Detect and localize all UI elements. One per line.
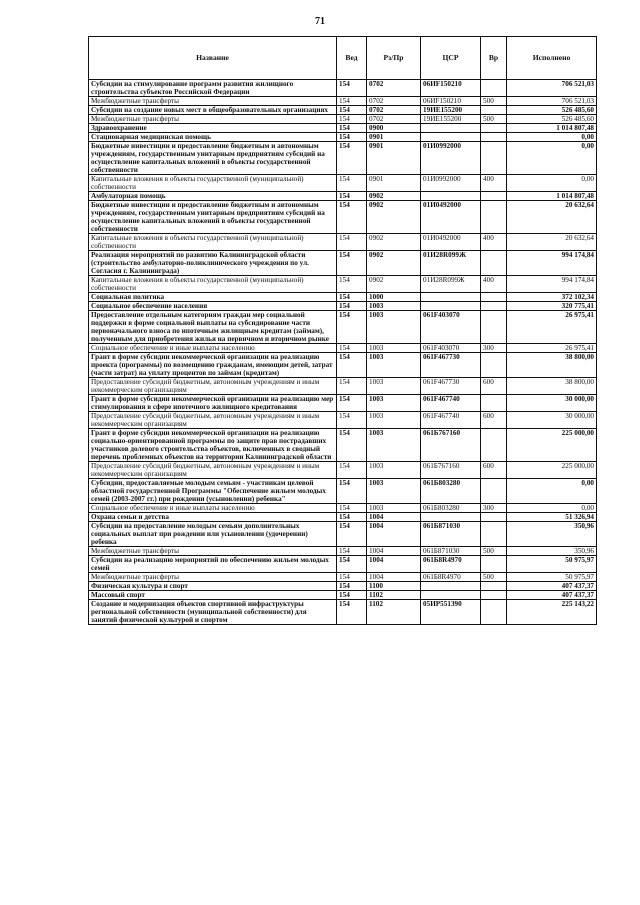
row-sum: 994 174,84 xyxy=(507,276,597,293)
row-vr xyxy=(481,600,507,625)
row-rzpr: 1102 xyxy=(367,600,421,625)
row-vr xyxy=(481,429,507,462)
row-ved: 154 xyxy=(337,582,367,591)
row-csr: 061Б803280 xyxy=(421,504,481,513)
row-ved: 154 xyxy=(337,106,367,115)
row-rzpr: 0702 xyxy=(367,97,421,106)
row-csr: 01И0992000 xyxy=(421,142,481,175)
row-sum: 350,96 xyxy=(507,547,597,556)
row-rzpr: 1003 xyxy=(367,395,421,412)
table-row xyxy=(89,522,597,547)
row-ved: 154 xyxy=(337,124,367,133)
row-rzpr: 1102 xyxy=(367,591,421,600)
row-csr: 061F467730 xyxy=(421,353,481,378)
row-vr xyxy=(481,192,507,201)
row-rzpr: 1004 xyxy=(367,556,421,573)
header-name: Название xyxy=(89,37,337,80)
row-sum: 225 143,22 xyxy=(507,600,597,625)
row-name: Здравоохранение xyxy=(89,124,337,133)
row-rzpr: 0902 xyxy=(367,251,421,276)
row-rzpr: 0901 xyxy=(367,142,421,175)
row-vr: 500 xyxy=(481,115,507,124)
row-name: Субсидии, предоставляемые молодым семьям - участникам целевой областной государственной Программы "Обеспечение жильем молодых семей (2003-2007 гг.) при рождении (усыновлении) ребенка" xyxy=(89,479,337,504)
row-name: Предоставление субсидий бюджетным, автономным учреждениям и иным некоммерческим организациям xyxy=(89,462,337,479)
row-ved: 154 xyxy=(337,591,367,600)
row-csr: 061F467740 xyxy=(421,412,481,429)
row-sum: 0,00 xyxy=(507,479,597,504)
row-sum: 20 632,64 xyxy=(507,234,597,251)
row-sum: 26 975,41 xyxy=(507,311,597,344)
row-rzpr: 1003 xyxy=(367,378,421,395)
header-rzpr: Рз/Пр xyxy=(367,37,421,80)
row-ved: 154 xyxy=(337,429,367,462)
table-row xyxy=(89,80,597,97)
row-ved: 154 xyxy=(337,556,367,573)
row-name: Грант в форме субсидии некоммерческой организации на реализацию социально-ориентированной программы по защите прав пострадавших участников долевого строительства объектов, включенных в сводный перечень проблемных объектов на территории Калининградской области xyxy=(89,429,337,462)
row-csr xyxy=(421,302,481,311)
table-row xyxy=(89,582,597,591)
row-sum: 0,00 xyxy=(507,504,597,513)
table-row xyxy=(89,124,597,133)
row-csr: 061Б803280 xyxy=(421,479,481,504)
row-rzpr: 0902 xyxy=(367,192,421,201)
row-name: Межбюджетные трансферты xyxy=(89,115,337,124)
row-sum: 526 485,60 xyxy=(507,106,597,115)
row-sum: 407 437,37 xyxy=(507,591,597,600)
row-rzpr: 0702 xyxy=(367,106,421,115)
row-rzpr: 0702 xyxy=(367,80,421,97)
row-sum: 1 014 807,48 xyxy=(507,192,597,201)
row-ved: 154 xyxy=(337,378,367,395)
row-rzpr: 0902 xyxy=(367,234,421,251)
row-name: Предоставление субсидий бюджетным, автономным учреждениям и иным некоммерческим организациям xyxy=(89,378,337,395)
row-vr xyxy=(481,353,507,378)
row-ved: 154 xyxy=(337,462,367,479)
table-row xyxy=(89,591,597,600)
row-ved: 154 xyxy=(337,234,367,251)
row-rzpr: 0702 xyxy=(367,115,421,124)
table-row xyxy=(89,192,597,201)
row-ved: 154 xyxy=(337,302,367,311)
row-sum: 38 800,00 xyxy=(507,353,597,378)
table-row xyxy=(89,302,597,311)
row-rzpr: 1003 xyxy=(367,462,421,479)
row-ved: 154 xyxy=(337,311,367,344)
row-sum: 0,00 xyxy=(507,133,597,142)
row-rzpr: 1003 xyxy=(367,344,421,353)
row-name: Создание и модернизация объектов спортивной инфраструктуры региональной собственности (муниципальной собственности) для занятий физической культурой и спортом xyxy=(89,600,337,625)
row-ved: 154 xyxy=(337,115,367,124)
row-ved: 154 xyxy=(337,133,367,142)
row-vr xyxy=(481,251,507,276)
row-vr xyxy=(481,124,507,133)
row-rzpr: 0901 xyxy=(367,133,421,142)
row-csr: 061F403070 xyxy=(421,344,481,353)
row-ved: 154 xyxy=(337,293,367,302)
row-ved: 154 xyxy=(337,522,367,547)
row-csr: 061F467740 xyxy=(421,395,481,412)
row-csr: 061Б8R4970 xyxy=(421,556,481,573)
row-csr: 06ИF150210 xyxy=(421,80,481,97)
row-ved: 154 xyxy=(337,344,367,353)
row-ved: 154 xyxy=(337,201,367,234)
row-csr: 061Б871030 xyxy=(421,547,481,556)
row-vr xyxy=(481,80,507,97)
table-row xyxy=(89,234,597,251)
row-sum: 0,00 xyxy=(507,175,597,192)
table-row xyxy=(89,462,597,479)
budget-table xyxy=(88,36,597,625)
row-sum: 225 000,00 xyxy=(507,462,597,479)
row-csr: 01И28R099Ж xyxy=(421,276,481,293)
row-sum: 50 975,97 xyxy=(507,573,597,582)
row-name: Капитальные вложения в объекты государственной (муниципальной) собственности xyxy=(89,276,337,293)
row-sum: 0,00 xyxy=(507,142,597,175)
row-name: Межбюджетные трансферты xyxy=(89,97,337,106)
row-rzpr: 1003 xyxy=(367,353,421,378)
row-sum: 526 485,60 xyxy=(507,115,597,124)
row-name: Социальное обеспечение населения xyxy=(89,302,337,311)
row-ved: 154 xyxy=(337,97,367,106)
table-row xyxy=(89,276,597,293)
table-row xyxy=(89,97,597,106)
row-vr xyxy=(481,106,507,115)
row-rzpr: 1003 xyxy=(367,429,421,462)
table-body xyxy=(89,80,597,625)
table-row xyxy=(89,353,597,378)
row-ved: 154 xyxy=(337,479,367,504)
row-name: Социальное обеспечение и иные выплаты населению xyxy=(89,344,337,353)
table-row xyxy=(89,344,597,353)
row-name: Социальное обеспечение и иные выплаты населению xyxy=(89,504,337,513)
table-row xyxy=(89,600,597,625)
row-ved: 154 xyxy=(337,412,367,429)
row-csr: 061Б8R4970 xyxy=(421,573,481,582)
row-name: Субсидии на реализацию мероприятий по обеспечению жильем молодых семей xyxy=(89,556,337,573)
row-csr: 06ИF150210 xyxy=(421,97,481,106)
row-csr: 061Б767160 xyxy=(421,462,481,479)
row-sum: 372 102,34 xyxy=(507,293,597,302)
table-row xyxy=(89,429,597,462)
table-row xyxy=(89,133,597,142)
row-name: Субсидии на предоставление молодым семьям дополнительных социальных выплат при рождении или усыновлении (удочерении) ребенка xyxy=(89,522,337,547)
row-vr xyxy=(481,591,507,600)
row-vr: 600 xyxy=(481,462,507,479)
table-row xyxy=(89,175,597,192)
row-csr: 01И0492000 xyxy=(421,201,481,234)
row-vr: 400 xyxy=(481,276,507,293)
table-row xyxy=(89,504,597,513)
table-header-row xyxy=(89,37,597,80)
row-ved: 154 xyxy=(337,276,367,293)
row-csr: 01И0992000 xyxy=(421,175,481,192)
row-name: Субсидии на создание новых мест в общеобразовательных организациях xyxy=(89,106,337,115)
row-csr: 19ИЕ155200 xyxy=(421,106,481,115)
row-name: Бюджетные инвестиции и предоставление бюджетным и автономным учреждениям, государственным унитарным предприятиям субсидий на осуществление капитальных вложений в объекты государственной собственности xyxy=(89,201,337,234)
row-sum: 30 000,00 xyxy=(507,412,597,429)
row-name: Предоставление отдельным категориям граждан мер социальной поддержки в форме социальной выплаты на субсидирование части первоначального взноса по ипотечным жилищным кредитам (займам), полученным для приобретения жилья на первичном и вторичном рынке xyxy=(89,311,337,344)
row-rzpr: 0902 xyxy=(367,201,421,234)
row-rzpr: 1003 xyxy=(367,412,421,429)
row-csr: 061F467730 xyxy=(421,378,481,395)
row-name: Физическая культура и спорт xyxy=(89,582,337,591)
row-sum: 30 000,00 xyxy=(507,395,597,412)
row-vr: 600 xyxy=(481,378,507,395)
table-row xyxy=(89,106,597,115)
row-csr xyxy=(421,513,481,522)
row-vr: 400 xyxy=(481,234,507,251)
row-ved: 154 xyxy=(337,192,367,201)
row-ved: 154 xyxy=(337,395,367,412)
table-row xyxy=(89,547,597,556)
row-rzpr: 1004 xyxy=(367,513,421,522)
row-vr xyxy=(481,293,507,302)
row-sum: 225 000,00 xyxy=(507,429,597,462)
row-ved: 154 xyxy=(337,513,367,522)
row-rzpr: 0901 xyxy=(367,175,421,192)
row-rzpr: 1003 xyxy=(367,302,421,311)
row-sum: 350,96 xyxy=(507,522,597,547)
row-rzpr: 1100 xyxy=(367,582,421,591)
row-vr: 600 xyxy=(481,412,507,429)
table-row xyxy=(89,251,597,276)
row-name: Бюджетные инвестиции и предоставление бюджетным и автономным учреждениям, государственным унитарным предприятиям субсидий на осуществление капитальных вложений в объекты государственной собственности xyxy=(89,142,337,175)
row-csr: 01И0492000 xyxy=(421,234,481,251)
row-csr xyxy=(421,192,481,201)
row-ved: 154 xyxy=(337,547,367,556)
row-csr xyxy=(421,133,481,142)
row-ved: 154 xyxy=(337,573,367,582)
row-name: Предоставление субсидий бюджетным, автономным учреждениям и иным некоммерческим организациям xyxy=(89,412,337,429)
row-vr: 400 xyxy=(481,175,507,192)
row-ved: 154 xyxy=(337,600,367,625)
row-ved: 154 xyxy=(337,175,367,192)
row-sum: 26 975,41 xyxy=(507,344,597,353)
header-ved: Вед xyxy=(337,37,367,80)
row-csr: 05ИP551390 xyxy=(421,600,481,625)
row-vr xyxy=(481,201,507,234)
row-name: Социальная политика xyxy=(89,293,337,302)
row-rzpr: 1000 xyxy=(367,293,421,302)
row-sum: 407 437,37 xyxy=(507,582,597,591)
row-sum: 994 174,84 xyxy=(507,251,597,276)
row-csr xyxy=(421,582,481,591)
row-ved: 154 xyxy=(337,142,367,175)
row-csr: 19ИЕ155200 xyxy=(421,115,481,124)
table-row xyxy=(89,142,597,175)
row-vr xyxy=(481,133,507,142)
row-sum: 38 800,00 xyxy=(507,378,597,395)
header-csr: ЦСР xyxy=(421,37,481,80)
page-number: 71 xyxy=(315,16,325,27)
row-name: Капитальные вложения в объекты государственной (муниципальной) собственности xyxy=(89,234,337,251)
row-csr: 01И28R099Ж xyxy=(421,251,481,276)
header-sum: Исполнено xyxy=(507,37,597,80)
table-row xyxy=(89,115,597,124)
row-vr xyxy=(481,479,507,504)
row-vr: 500 xyxy=(481,573,507,582)
row-name: Охрана семьи и детства xyxy=(89,513,337,522)
row-ved: 154 xyxy=(337,80,367,97)
row-vr xyxy=(481,582,507,591)
row-csr xyxy=(421,124,481,133)
row-name: Амбулаторная помощь xyxy=(89,192,337,201)
table-row xyxy=(89,479,597,504)
row-vr xyxy=(481,142,507,175)
row-sum: 320 775,41 xyxy=(507,302,597,311)
row-rzpr: 0900 xyxy=(367,124,421,133)
row-rzpr: 0902 xyxy=(367,276,421,293)
row-csr: 061Б871030 xyxy=(421,522,481,547)
row-vr: 500 xyxy=(481,97,507,106)
row-rzpr: 1003 xyxy=(367,479,421,504)
row-ved: 154 xyxy=(337,353,367,378)
table-row xyxy=(89,293,597,302)
row-name: Стационарная медицинская помощь xyxy=(89,133,337,142)
row-vr: 300 xyxy=(481,504,507,513)
row-sum: 51 326,94 xyxy=(507,513,597,522)
row-csr xyxy=(421,293,481,302)
row-vr xyxy=(481,302,507,311)
row-csr xyxy=(421,591,481,600)
row-name: Массовый спорт xyxy=(89,591,337,600)
row-name: Грант в форме субсидии некоммерческой организации на реализацию проекта (программы) по возмещению гражданам, имеющим детей, затрат (части затрат) на уплату процентов по займам (кредитам) xyxy=(89,353,337,378)
row-sum: 1 014 807,48 xyxy=(507,124,597,133)
row-vr: 300 xyxy=(481,344,507,353)
row-vr: 500 xyxy=(481,547,507,556)
row-vr xyxy=(481,556,507,573)
row-csr: 061Б767160 xyxy=(421,429,481,462)
row-rzpr: 1004 xyxy=(367,522,421,547)
row-ved: 154 xyxy=(337,504,367,513)
row-rzpr: 1003 xyxy=(367,504,421,513)
header-vr: Вр xyxy=(481,37,507,80)
table-row xyxy=(89,556,597,573)
row-vr xyxy=(481,311,507,344)
row-name: Капитальные вложения в объекты государственной (муниципальной) собственности xyxy=(89,175,337,192)
table-row xyxy=(89,201,597,234)
row-vr xyxy=(481,513,507,522)
row-vr xyxy=(481,395,507,412)
table-row xyxy=(89,311,597,344)
row-sum: 706 521,03 xyxy=(507,97,597,106)
row-sum: 20 632,64 xyxy=(507,201,597,234)
row-ved: 154 xyxy=(337,251,367,276)
row-vr xyxy=(481,522,507,547)
table-row xyxy=(89,573,597,582)
row-csr: 061F403070 xyxy=(421,311,481,344)
row-rzpr: 1004 xyxy=(367,573,421,582)
row-name: Грант в форме субсидии некоммерческой организации на реализацию мер стимулирования в сфере ипотечного жилищного кредитования xyxy=(89,395,337,412)
table-row xyxy=(89,395,597,412)
row-sum: 706 521,03 xyxy=(507,80,597,97)
row-name: Субсидии на стимулирование программ развития жилищного строительства субъектов Российской Федерации xyxy=(89,80,337,97)
table-row xyxy=(89,412,597,429)
table-row xyxy=(89,378,597,395)
table-row xyxy=(89,513,597,522)
row-rzpr: 1004 xyxy=(367,547,421,556)
row-name: Межбюджетные трансферты xyxy=(89,547,337,556)
row-name: Межбюджетные трансферты xyxy=(89,573,337,582)
row-sum: 50 975,97 xyxy=(507,556,597,573)
row-name: Реализация мероприятий по развитию Калининградской области (строительство амбулаторно-поликлинического учреждения по ул. Согласия г. Калининграда) xyxy=(89,251,337,276)
row-rzpr: 1003 xyxy=(367,311,421,344)
